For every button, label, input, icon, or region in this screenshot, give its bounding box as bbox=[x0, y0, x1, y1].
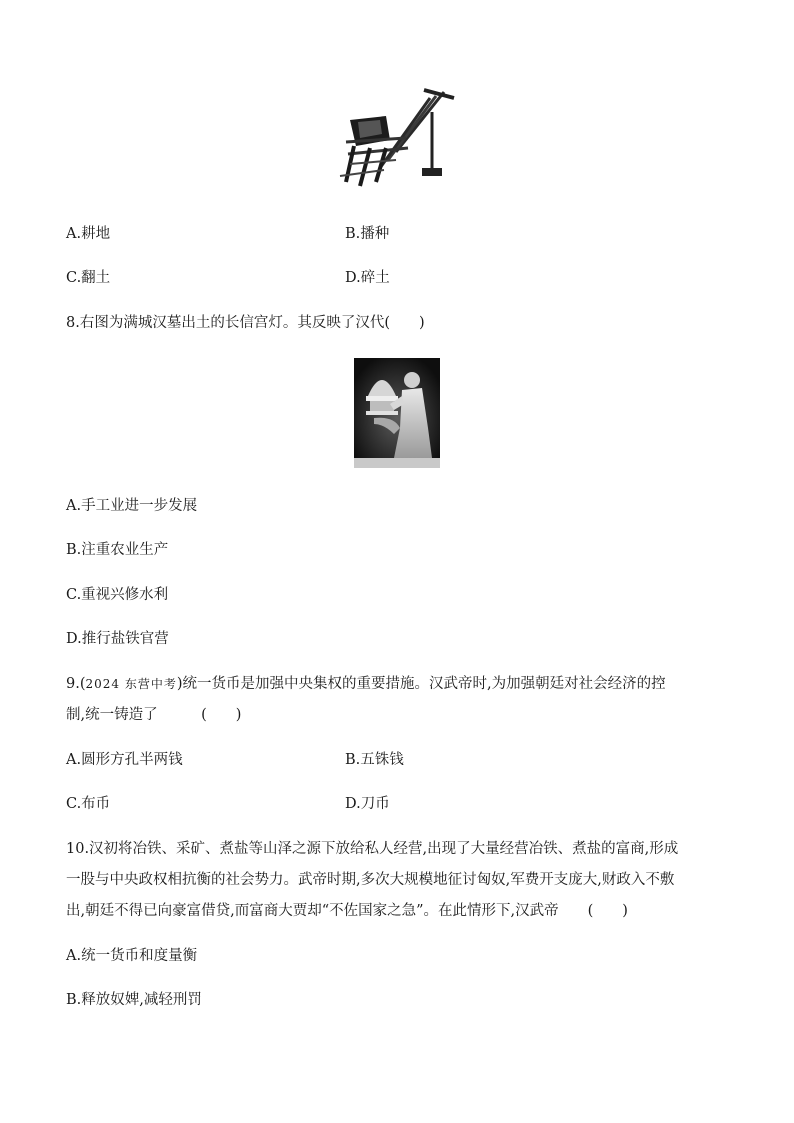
q9-option-a: A.圆形方孔半两钱 bbox=[66, 752, 183, 768]
q9-option-c: C.布币 bbox=[66, 796, 111, 812]
q9-source: 2024 东营中考 bbox=[85, 677, 177, 691]
q10-option-a: A.统一货币和度量衡 bbox=[66, 948, 198, 964]
lamp-image bbox=[354, 358, 440, 468]
q8-option-b: B.注重农业生产 bbox=[66, 542, 169, 558]
q9-stem-line2: 制,统一铸造了 ( ) bbox=[66, 707, 242, 723]
seed-drill-image bbox=[336, 82, 458, 192]
q8-option-a: A.手工业进一步发展 bbox=[66, 498, 198, 514]
q8-option-d: D.推行盐铁官营 bbox=[66, 631, 169, 647]
q9-stem-line1 bbox=[66, 674, 666, 694]
q9-option-d: D.刀币 bbox=[345, 796, 390, 812]
q9-option-b: B.五铢钱 bbox=[345, 752, 404, 768]
q7-option-d: D.碎土 bbox=[345, 270, 390, 286]
q8-stem: 8.右图为满城汉墓出土的长信宫灯。其反映了汉代( ) bbox=[66, 315, 425, 331]
q7-option-c: C.翻土 bbox=[66, 270, 111, 286]
q7-option-b: B.播种 bbox=[345, 226, 390, 242]
q10-stem-line1: 10.汉初将冶铁、采矿、煮盐等山泽之源下放给私人经营,出现了大量经营冶铁、煮盐的富商,形成 bbox=[66, 841, 679, 857]
q8-option-c: C.重视兴修水利 bbox=[66, 587, 169, 603]
q10-stem-line2: 一股与中央政权相抗衡的社会势力。武帝时期,多次大规模地征讨匈奴,军费开支庞大,财政入不敷 bbox=[66, 872, 675, 888]
q9-stem-rest: )统一货币是加强中央集权的重要措施。汉武帝时,为加强朝廷对社会经济的控 bbox=[176, 676, 666, 692]
q10-option-b: B.释放奴婢,减轻刑罚 bbox=[66, 992, 202, 1008]
q10-stem-line3: 出,朝廷不得已向豪富借贷,而富商大贾却“不佐国家之急”。在此情形下,汉武帝 ( ) bbox=[66, 903, 628, 919]
q7-option-a: A.耕地 bbox=[66, 226, 111, 242]
q9-stem-prefix: 9.( bbox=[66, 676, 86, 692]
